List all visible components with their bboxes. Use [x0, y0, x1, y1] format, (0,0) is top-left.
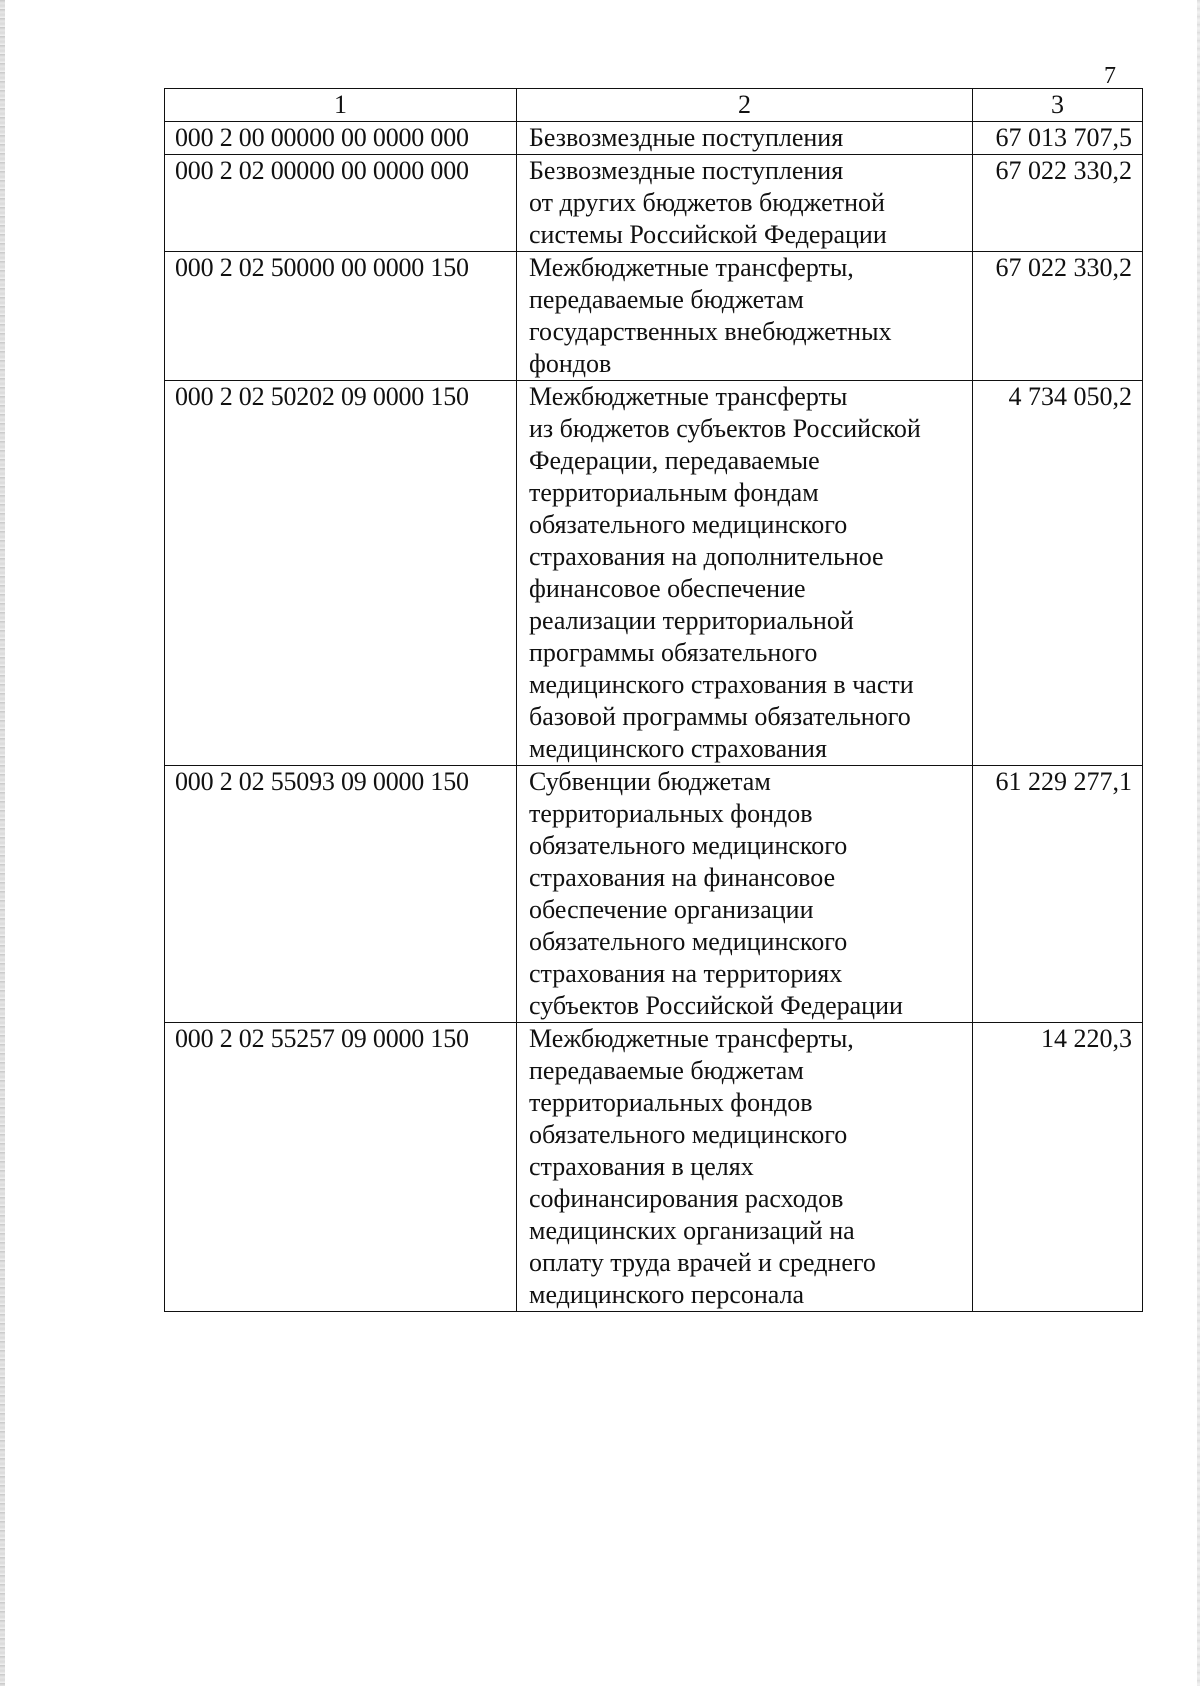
description-line: территориальным фондам — [529, 478, 819, 507]
description-line: страхования в целях — [529, 1152, 754, 1181]
description-line: страхования на финансовое — [529, 863, 836, 892]
description-line: обязательного медицинского — [529, 927, 848, 956]
budget-table — [164, 88, 1143, 1312]
description-line: субъектов Российской Федерации — [529, 991, 903, 1020]
description-line: медицинских организаций на — [529, 1216, 855, 1245]
table-row — [165, 155, 1143, 252]
description-line: базовой программы обязательного — [529, 702, 911, 731]
budget-code-cell: 000 2 02 00000 00 0000 000 — [165, 155, 517, 252]
column-header-description: 2 — [517, 89, 973, 122]
description-line: Федерации, передаваемые — [529, 446, 820, 475]
table-row — [165, 381, 1143, 766]
description-line: Безвозмездные поступления — [529, 123, 844, 152]
description-line: Межбюджетные трансферты, — [529, 253, 854, 282]
amount-cell: 67 013 707,5 — [973, 122, 1143, 155]
description-line: оплату труда врачей и среднего — [529, 1248, 876, 1277]
description-line: передаваемые бюджетам — [529, 285, 804, 314]
page-number: 7 — [1104, 63, 1116, 89]
column-header-amount: 3 — [973, 89, 1143, 122]
budget-code-cell: 000 2 02 55093 09 0000 150 — [165, 766, 517, 1023]
description-line: государственных внебюджетных — [529, 317, 892, 346]
description-line: медицинского страхования — [529, 734, 827, 763]
description-line: передаваемые бюджетам — [529, 1056, 804, 1085]
description-cell — [517, 1023, 973, 1312]
table-row — [165, 766, 1143, 1023]
description-line: страхования на дополнительное — [529, 542, 884, 571]
table-row — [165, 252, 1143, 381]
description-cell — [517, 155, 973, 252]
description-line: финансовое обеспечение — [529, 574, 806, 603]
table-row — [165, 1023, 1143, 1312]
description-line: Межбюджетные трансферты — [529, 382, 848, 411]
amount-cell: 67 022 330,2 — [973, 155, 1143, 252]
description-cell — [517, 381, 973, 766]
budget-code-cell: 000 2 02 50000 00 0000 150 — [165, 252, 517, 381]
description-line: территориальных фондов — [529, 1088, 813, 1117]
description-line: медицинского персонала — [529, 1280, 805, 1309]
table-row — [165, 122, 1143, 155]
description-line: Межбюджетные трансферты, — [529, 1024, 854, 1053]
scan-edge-left — [0, 0, 5, 1686]
description-line: обязательного медицинского — [529, 510, 848, 539]
amount-cell: 14 220,3 — [973, 1023, 1143, 1312]
description-line: софинансирования расходов — [529, 1184, 844, 1213]
description-line: из бюджетов субъектов Российской — [529, 414, 921, 443]
description-line: медицинского страхования в части — [529, 670, 914, 699]
description-line: реализации территориальной — [529, 606, 854, 635]
amount-cell: 67 022 330,2 — [973, 252, 1143, 381]
description-cell — [517, 252, 973, 381]
description-line: обеспечение организации — [529, 895, 814, 924]
description-line: обязательного медицинского — [529, 1120, 848, 1149]
description-cell — [517, 122, 973, 155]
budget-code-cell: 000 2 00 00000 00 0000 000 — [165, 122, 517, 155]
budget-code-cell: 000 2 02 50202 09 0000 150 — [165, 381, 517, 766]
description-line: Субвенции бюджетам — [529, 767, 771, 796]
description-line: от других бюджетов бюджетной — [529, 188, 885, 217]
description-line: обязательного медицинского — [529, 831, 848, 860]
description-line: программы обязательного — [529, 638, 818, 667]
column-header-code: 1 — [165, 89, 517, 122]
description-line: системы Российской Федерации — [529, 220, 887, 249]
description-line: территориальных фондов — [529, 799, 813, 828]
description-line: фондов — [529, 349, 612, 378]
amount-cell: 61 229 277,1 — [973, 766, 1143, 1023]
description-cell — [517, 766, 973, 1023]
table-header-row — [165, 89, 1143, 122]
amount-cell: 4 734 050,2 — [973, 381, 1143, 766]
budget-code-cell: 000 2 02 55257 09 0000 150 — [165, 1023, 517, 1312]
description-line: Безвозмездные поступления — [529, 156, 844, 185]
description-line: страхования на территориях — [529, 959, 843, 988]
